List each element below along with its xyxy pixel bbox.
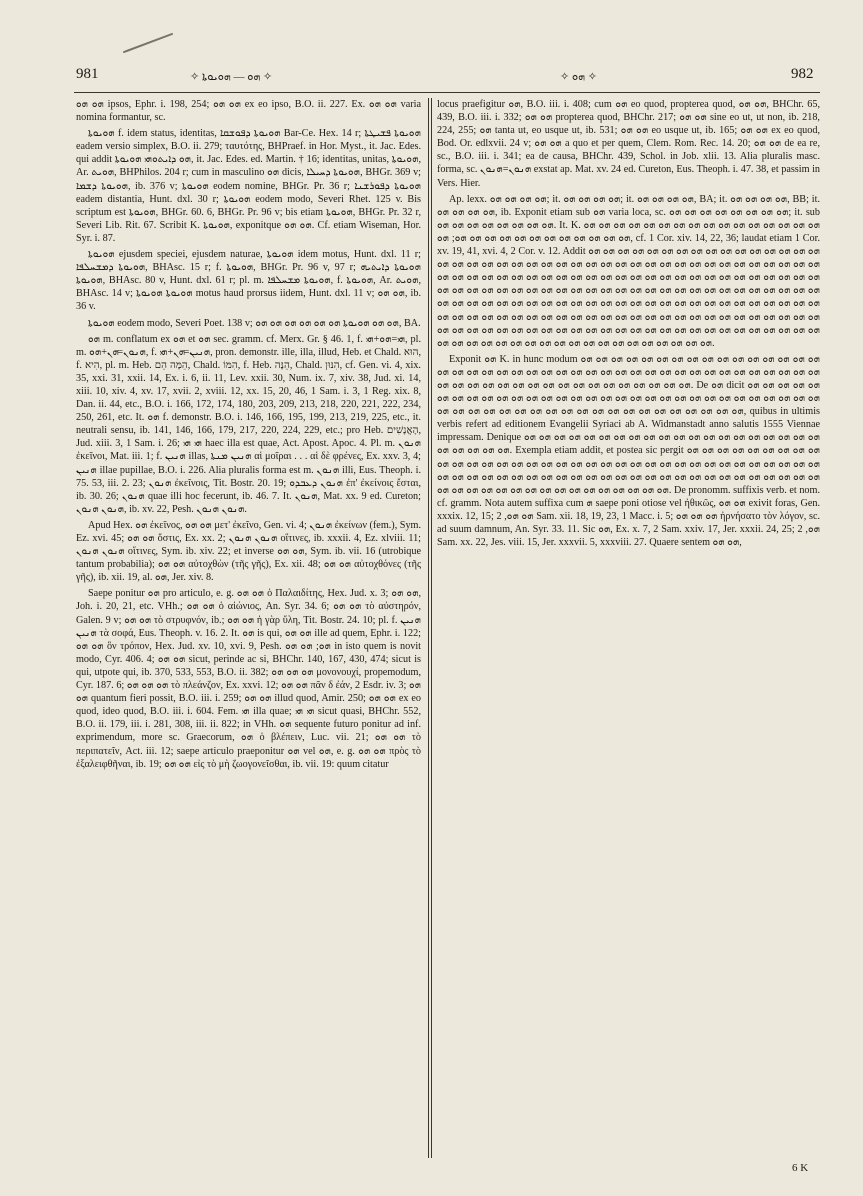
entry-paragraph: ܗܘ ܗܘ ipsos, Ephr. i. 198, 254; ܗܘ ܗܘ ex eo ipso, B.O. ii. 227. Ex. ܗܘ ܗܘ varia nomina formantur, sc. bbox=[76, 99, 421, 124]
left-column bbox=[76, 98, 421, 1158]
entry-paragraph: ܗܘܝܘܬܐ f. idem status, identitas, ܗܘܝܘܬܐ ܕܦܘܫܩܐ Bar-Ce. Hex. 14 r; ܗܘܝܘܬܐ ܦܫܝܛܬܐ eadem versio simplex, B.O. ii. 279; ταυτότης, BHPraef. in Hor. Myst., it. Jac. Edes. qui addit ܗܘ ܕܐܝܬܘܗܝ ܗܘܝܘܬܐ, it. Jac. Edes. ed. Martin. † 16; identitas, unitas, ܗܘܝܘܬܐ, Ar. ܗܘܝܬ, BHPhilos. 204 r; cum in masculino ܗܘ dicis, ܗܘܝܘܬܐ ܕܚܝܠܐ, BHGr. 369 v; ܗܘܝܘܬܐ ܕܫܡܐ, ib. 376 v; ܗܘܝܘܬܐ eodem nomine, BHGr. Pr. 36 r; ܗܘܝܘܬܐ ܕܦܘܪܫܢܐ eadem distantia, Hunt. dxl. 30 r; ܗܘܝܘܬܐ eodem modo, Severi Rhet. 125 v. Bis scriptum est ܗܘܝܘܬܐ, BHGr. 60. 6, BHGr. Pr. 96 v; bis etiam ܗܘܝܘܬܐ, BHGr. Pr. 32 r, Severi Lib. Rit. 67. Scribit K. ܗܘܝܘܬܐ, exponitque ܗܘ ܗܘ. Cf. etiam Wiseman, Hor. Syr. i. 87. bbox=[76, 128, 421, 244]
printer-signature: 6 K bbox=[792, 1162, 809, 1174]
entry-paragraph: Apud Hex. ܗܘ ἐκεῖνος, ܗܘ ܗܘ μετ' ἐκεῖνο, Gen. vi. 4; ܗܢܘܢ ἐκείνων (fem.), Sym. Ez. xvi. 45; ܗܘ ܗܘ ὅστις, Ex. xx. 2; ܗܢܘܢ ܗܢܘܢ οἵτινες, ib. xxxii. 4, Ez. xlviii. 11; ܗܢܘܢ ܗܢܘܢ οἵτινες, Sym. ib. xiv. 22; et inverse ܗܘ ܗܘ, Sym. ib. vii. 16 (utrobique tantum probabilia); ܗܘ ܗܘ αὐτοχθὼν (τῆς γῆς), Ex. xii. 48; ܗܘ ܗܘ αὐτοχθόνες (τῆς γῆς), ib. xii. 19, al. ܗܘ, Jer. xiv. 8. bbox=[76, 519, 421, 584]
header-rule bbox=[74, 92, 820, 93]
entry-paragraph: Exponit ܗܘ K. in hunc modum ܗܘ ܗܘ ܗܘ ܗܘ ܗܘ ܗܘ ܗܘ ܗܘ ܗܘ ܗܘ ܗܘ ܗܘ ܗܘ ܗܘ ܗܘ ܗܘ ܗܘ ܗܘ ܗܘ ܗܘ ܗܘ ܗܘ ܗܘ ܗܘ ܗܘ ܗܘ ܗܘ ܗܘ ܗܘ ܗܘ ܗܘ ܗܘ ܗܘ ܗܘ ܗܘ ܗܘ ܗܘ ܗܘ ܗܘ ܗܘ ܗܘ ܗܘ ܗܘ ܗܘ ܗܘ ܗܘ ܗܘ ܗܘ ܗܘ ܗܘ ܗܘ ܗܘ ܗܘ ܗܘ ܗܘ ܗܘ ܗܘ ܗܘ ܗܘ. De ܗܘ dicit ܗܘ ܗܘ ܗܘ ܗܘ ܗܘ ܗܘ ܗܘ ܗܘ ܗܘ ܗܘ ܗܘ ܗܘ ܗܘ ܗܘ ܗܘ ܗܘ ܗܘ ܗܘ ܗܘ ܗܘ ܗܘ ܗܘ ܗܘ ܗܘ ܗܘ ܗܘ ܗܘ ܗܘ ܗܘ ܗܘ ܗܘ ܗܘ ܗܘ ܗܘ ܗܘ ܗܘ ܗܘ ܗܘ ܗܘ ܗܘ ܗܘ ܗܘ ܗܘ ܗܘ ܗܘ ܗܘ ܗܘ ܗܘ ܗܘ ܗܘ ܗܘ, quibus in ultimis verbis refert ad editionem Evangelii Syriaci ab A. Widmanstadt anno salutis 1555 Viennae impressam. Denique ܗܘ ܗܘ ܗܘ ܗܘ ܗܘ ܗܘ ܗܘ ܗܘ ܗܘ ܗܘ ܗܘ ܗܘ ܗܘ ܗܘ ܗܘ ܗܘ ܗܘ ܗܘ ܗܘ ܗܘ ܗܘ ܗܘ ܗܘ ܗܘ ܗܘ. Exempla etiam addit, et postea sic pergit ܗܘ ܗܘ ܗܘ ܗܘ ܗܘ ܗܘ ܗܘ ܗܘ ܗܘ ܗܘ ܗܘ ܗܘ ܗܘ ܗܘ ܗܘ ܗܘ ܗܘ ܗܘ ܗܘ ܗܘ ܗܘ ܗܘ ܗܘ ܗܘ ܗܘ ܗܘ ܗܘ ܗܘ ܗܘ ܗܘ ܗܘ ܗܘ ܗܘ ܗܘ ܗܘ ܗܘ ܗܘ ܗܘ ܗܘ ܗܘ ܗܘ ܗܘ ܗܘ ܗܘ ܗܘ ܗܘ ܗܘ ܗܘ ܗܘ ܗܘ ܗܘ ܗܘ ܗܘ ܗܘ ܗܘ ܗܘ ܗܘ ܗܘ ܗܘ ܗܘ ܗܘ ܗܘ ܗܘ ܗܘ ܗܘ ܗܘ ܗܘ ܗܘ ܗܘ ܗܘ ܗܘ ܗܘ ܗܘ ܗܘ ܗܘ ܗܘ ܗܘ. De pronomm. suffixis verb. et nom. cf. gramm. Nota autem suffixa cum ܗ saepe poni otiose vel ἠθικῶς, ܗܘ ܗܘ exivit foras, Gen. xxxix. 12, 15; ܗܘ ܗܘ, 2 Sam. xii. 18, 19, 23, 1 Macc. i. 5; ܗܘ ܗܘ ܗܘ ἠρνήσατο τὸν λόγον, sc. ad suum damnum, An. Syr. 33. 11. Sic ܗܘ, Ex. x. 7, 2 Sam. xxiv. 17, Jer. xxxii. 24, 25; ܗܘ, 2 Sam. xx. 22, Jes. viii. 15, Jer. xxxvii. 5, xxxviii. 27. Quaere sentem ܗܘ ܗܘ, bbox=[437, 353, 820, 549]
entry-paragraph: ܗܘܝܘܬܐ eodem modo, Severi Poet. 138 v; ܗܘ ܗܘ ܗܘܝܘܬܐ ܗܘ ܗܘ ܗܘ ܗܘ ܗܘ ܗܘ, BA. bbox=[88, 317, 421, 329]
page-number-left: 981 bbox=[76, 66, 99, 82]
running-head-left: ✧ ܗܘ — ܗܘܝܘܬܐ ✧ bbox=[190, 71, 273, 83]
column-divider bbox=[428, 98, 429, 1158]
page-number-right: 982 bbox=[791, 66, 814, 82]
entry-paragraph: ܗܘ m. conflatum ex ܗܘ et ܗܘ sec. gramm. cf. Merx. Gr. § 46. 1, f. ܗܝ=ܗܘ+ܗܝ, pl. m. ܗܢܘܢ=ܗܢ+ܗܘ, f. ܗܢܝܢ=ܗܢ+ܗܝ, pron. demonstr. ille, illa, illud, Heb. et Chald. הוּא, f. הִיא, pl. m. Heb. הֵמָּה הֵם, Chald. הִמּוֹ, f. Heb. הֵנָּה, Chald. הִנּוּן, cf. Gen. vi. 4, xix. 35, xxi. 31, xxii. 14, Ex. i. 6, ii. 11, Lev. xxii. 30, Num. ix. 7, xiv. 38, Jud. xi. 14, xiii. 10, xiv. 4, xv. 17, xvii. 2, xviii. 12, xx. 15, 20, 46, 1 Sam. i. 3, 1 Reg. xix. 8, Dan. ii. 44, etc., B.O. i. 166, 172, 174, 180, 203, 209, 213, 218, 220, 221, 222, 234, 250, 261, etc. It. ܗܘ f. demonstr. B.O. i. 146, 166, 195, 199, 213, 219, 225, etc., it. neutrali sensu, ib. 141, 146, 166, 179, 217, 220, 224, 229, etc.; pro Heb. הָאֲנָשִׁים, Jud. xiii. 3, 1 Sam. i. 26; ܗܝ ܗܝ haec illa est quae, Act. Apost. Apoc. 4. Pl. m. ܗܢܘܢ ἐκεῖνοι, Mat. iii. 1; f. ܗܢܝܢ illas, ܗܢܝܢ ܡܢܬܐ αἱ μοῖραι . . . αἱ δὲ φρένες, Ex. xxv. 3, 4; ܗܢܝܢ illae pupillae, B.O. i. 226. Alia pluralis forma est m. ܗܢܘܢ illi, Eus. Theoph. i. 75. 53, iii. 2. 23; ܗܢܘܢ ἐκεῖνοις, Tit. Bostr. 20. 19; ܗܢܘܢ ܕܥܒܕܘ ἐπ' ἐκείνοις ἔσται, ib. 30. 26; ܗܢܘܢ quae illi hoc fecerunt, ib. 46. 7. It. ܗܢܘܢ, Mat. xx. 9 ed. Cureton; ܗܢܘܢ ܗܢܘܢ, ib. xv. 22, Pesh. ܗܢܘܢ ܗܢܘܢ. bbox=[76, 333, 421, 515]
right-column bbox=[437, 98, 820, 1158]
column-divider-inner bbox=[431, 98, 432, 1158]
entry-paragraph: locus praefigitur ܗܘ, B.O. iii. i. 408; cum ܗܘ eo quod, propterea quod, ܗܘ ܗܘ, BHChr. 65, 439, B.O. iii. i. 332; ܗܘ ܗܘ propterea quod, BHChr. 217; ܗܘ ܗܘ sine eo ut, ut non, ib. 218, 224, 255; ܗܘ tanta ut, eo usque ut, ib. 531; ܗܘ ܗܘ eo usque ut, ib. 165; ܗܘ ܗܘ ex eo quod, Bod. Or. edlxvii. 24 v; ܗܘ ܗܘ a quo et per quem, Clem. Rom. Rec. 14. 20; ܗܘ ܗܘ de ea re, sc., B.O. iii. i. 341; ea de causa, BHChr. 439, Schol. in Job. xlii. 13. Alia pluralis masc. forma, sc. ܗܢܘܢ=ܗܢܘܢ exstat ap. Mat. xv. 24 ed. Cureton, Eus. Theoph. i. 47. 38, et passim in Vers. Hier. bbox=[437, 99, 820, 189]
entry-paragraph: Ap. lexx. ܗܘ ܗܘ ܗܘ ܗܘ; it. ܗܘ ܗܘ ܗܘ ܗܘ; it. ܗܘ ܗܘ ܗܘ ܗܘ, BA; it. ܗܘ ܗܘ ܗܘ ܗܘ, BB; it. ܗܘ ܗܘ ܗܘ ܗܘ, ib. Exponit etiam sub ܗܘ varia loca, sc. ܗܘ ܗܘ ܗܘ ܗܘ ܗܘ ܗܘ ܗܘ ܗܘ; it. sub ܗܘ ܗܘ ܗܘ ܗܘ ܗܘ ܗܘ ܗܘ ܗܘ. It. K. ܗܘ ܗܘ ܗܘ ܗܘ ܗܘ ܗܘ ܗܘ ܗܘ ܗܘ ܗܘ ܗܘ ܗܘ ܗܘ ܗܘ ܗܘ ܗܘ ܗܘ ܗܘ ܗܘ ܗܘ ܗܘ ܗܘ ܗܘ ܗܘ ܗܘ ܗܘ ܗܘ ܗܘ; ܗܘ, cf. 1 Cor. xiv. 14, 22, 36; laudat etiam 1 Cor. xv. 19, 41, xvi. 4, 2 Cor. v. 12. Addit ܗܘ ܗܘ ܗܘ ܗܘ ܗܘ ܗܘ ܗܘ ܗܘ ܗܘ ܗܘ ܗܘ ܗܘ ܗܘ ܗܘ ܗܘ ܗܘ ܗܘ ܗܘ ܗܘ ܗܘ ܗܘ ܗܘ ܗܘ ܗܘ ܗܘ ܗܘ ܗܘ ܗܘ ܗܘ ܗܘ ܗܘ ܗܘ ܗܘ ܗܘ ܗܘ ܗܘ ܗܘ ܗܘ ܗܘ ܗܘ ܗܘ ܗܘ ܗܘ ܗܘ ܗܘ ܗܘ ܗܘ ܗܘ ܗܘ ܗܘ ܗܘ ܗܘ ܗܘ ܗܘ ܗܘ ܗܘ ܗܘ ܗܘ ܗܘ ܗܘ ܗܘ ܗܘ ܗܘ ܗܘ ܗܘ ܗܘ ܗܘ ܗܘ ܗܘ ܗܘ ܗܘ ܗܘ ܗܘ ܗܘ ܗܘ ܗܘ ܗܘ ܗܘ ܗܘ ܗܘ ܗܘ ܗܘ ܗܘ ܗܘ ܗܘ ܗܘ ܗܘ ܗܘ ܗܘ ܗܘ ܗܘ ܗܘ ܗܘ ܗܘ ܗܘ ܗܘ ܗܘ ܗܘ ܗܘ ܗܘ ܗܘ ܗܘ ܗܘ ܗܘ ܗܘ ܗܘ ܗܘ ܗܘ ܗܘ ܗܘ ܗܘ ܗܘ ܗܘ ܗܘ ܗܘ ܗܘ ܗܘ ܗܘ ܗܘ ܗܘ ܗܘ ܗܘ ܗܘ ܗܘ ܗܘ ܗܘ ܗܘ ܗܘ ܗܘ ܗܘ ܗܘ ܗܘ ܗܘ ܗܘ ܗܘ ܗܘ ܗܘ ܗܘ ܗܘ ܗܘ ܗܘ ܗܘ ܗܘ ܗܘ ܗܘ ܗܘ ܗܘ ܗܘ ܗܘ ܗܘ ܗܘ ܗܘ ܗܘ ܗܘ ܗܘ ܗܘ ܗܘ ܗܘ ܗܘ ܗܘ ܗܘ ܗܘ ܗܘ ܗܘ ܗܘ ܗܘ ܗܘ ܗܘ ܗܘ ܗܘ ܗܘ ܗܘ ܗܘ ܗܘ ܗܘ ܗܘ ܗܘ ܗܘ ܗܘ ܗܘ ܗܘ ܗܘ ܗܘ ܗܘ ܗܘ ܗܘ ܗܘ ܗܘ ܗܘ ܗܘ ܗܘ. bbox=[437, 193, 820, 349]
pencil-mark-icon bbox=[120, 28, 180, 56]
entry-paragraph: Saepe ponitur ܗܘ pro articulo, e. g. ܗܘ ܗܘ ὁ Παλαιδίτης, Hex. Jud. x. 3; ܗܘ ܗܘ, Joh. i. 20, 21, etc. VHh.; ܗܘ ܗܘ ὁ αἰώνιος, An. Syr. 34. 6; ܗܘ ܗܘ τὸ αὐστηρόν, Galen. 9 v; ܗܘ ܗܘ τὸ στρυφνόν, ib.; ܗܘ ܗܘ ἡ γὰρ ὕλη, Tit. Bostr. 24. 10; pl. f. ܗܢܝܢ ܗܢܝܢ τὰ σοφά, Eus. Theoph. v. 16. 2. It. ܗܘ is qui, ܗܘ ܗܘ ille ad quem, Ephr. i. 122; ܗܘ ܗܘ ὃν τρόπον, Hex. Jud. xv. 10, xvi. 9, Pesh. ܗܘ; ܗܘ ܗܘ in isto quem is novit modo, Cyr. 406. 4; ܗܘ ܗܘ sicut, perinde ac si, BHChr. 140, 167, 430, 474; sicut is qui, utpote qui, ib. 370, 533, 553, B.O. ii. 382; ܗܘ ܗܘ ܗܘ μονονουχί, propemodum, Cyr. 187. 6; ܗܘ ܗܘ ܗܘ τὸ πλεάνζον, Ex. xxvi. 12; ܗܘ ܗܘ πᾶν δ ἐάν, 2 Esdr. iv. 3; ܗܘ ܗܘ quantum fieri possit, B.O. iii. i. 259; ܗܘ ܗܘ illud quod, Amir. 250; ܗܘ ܗܘ ex eo quod, ideo quod, B.O. iii. i. 604. Fem. ܗܝ illa quae; ܗܝ ܗܝ sicut quasi, BHChr. 552, B.O. ii. 179, iii. i. 281, 308, iii. ii. 822; in VHh. ܗܘ sequente futuro ponitur ad inf. exprimendum, more sc. Graecorum, ܗܘ ὁ βλέπειν, Luc. vii. 21; ܗܘ ܗܘ τὸ περιπατεῖν, Act. iii. 12; saepe articulo praeponitur ܗܘ vel ܗܘ, e. g. ܗܘ ܗܘ πρὸς τὸ ἐξαλειφθῆναι, ib. 19; ܗܘ ܗܘ εἰς τὸ μὴ ζωογονεῖσθαι, ib. vii. 19: quum citatur bbox=[76, 588, 421, 770]
running-head-right: ✧ ܗܘ ✧ bbox=[560, 71, 597, 83]
entry-paragraph: ܗܘܝܘܬܐ ejusdem speciei, ejusdem naturae, ܗܘܝܘܬܐ idem motus, Hunt. dxl. 11 r; ܗܘܝܘܬܐ ܕܡܫܚܠܦܐ, BHAsc. 15 r; f. ܗܘܝܘܬܐ, BHGr. Pr. 96 v, 97 r; ܗܘܝܘܬܐ ܕܐܝܬܝܗ ܗܘܝܘܬܐ, BHAsc. 80 v, Hunt. dxl. 61 r; pl. m. ܗܘܝܘܬܐ ܡܫܚܠܦܐ, f. ܗܘܝܘܬܐ, Ar. ܗܘܝܬ, BHAsc. 14 v; ܗܘܝܘܬܐ ܗܘܝܘܬܐ motus haud prorsus iidem, Hunt. dxl. 11 v; ܗܘ ܗܘ, ib. 36 v. bbox=[76, 249, 421, 313]
